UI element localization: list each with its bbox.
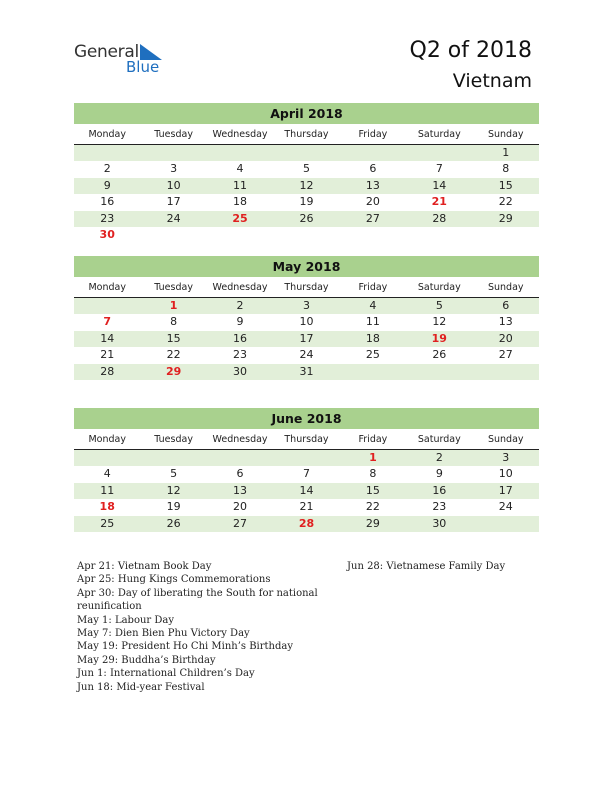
weekday-label: Sunday [487, 434, 524, 445]
day-cell: 6 [369, 162, 377, 176]
day-cell: 4 [236, 162, 244, 176]
day-cell: 22 [365, 500, 380, 514]
day-cell [406, 364, 472, 380]
holiday-day-cell: 28 [298, 516, 315, 530]
day-cell: 7 [435, 162, 443, 176]
day-cell [473, 364, 539, 380]
day-cell: 24 [498, 500, 513, 514]
day-cell: 19 [166, 500, 181, 514]
week-row [74, 161, 539, 177]
week-row [74, 331, 539, 347]
holiday-day-cell: 19 [431, 331, 447, 345]
holiday-day-cell: 30 [99, 227, 115, 241]
day-cell: 8 [502, 162, 510, 176]
day-cell: 2 [103, 162, 111, 176]
week-row [74, 499, 539, 515]
holiday-day-cell: 1 [369, 451, 377, 464]
holiday-day-cell: 7 [103, 315, 112, 329]
day-cell: 21 [299, 500, 314, 514]
holiday-day-cell: 18 [99, 500, 115, 514]
weekday-label: Saturday [417, 282, 461, 293]
weekday-label: Thursday [284, 282, 329, 293]
weekday-label: Monday [88, 282, 126, 293]
day-cell: 30 [432, 516, 447, 530]
page-title: Q2 of 2018 [409, 38, 532, 63]
holiday-day-cell: 29 [165, 364, 182, 378]
weekday-label: Friday [358, 282, 388, 293]
holiday-item: May 1: Labour Day [77, 614, 174, 626]
day-cell: 13 [233, 483, 248, 497]
day-cell [340, 145, 406, 161]
day-cell: 10 [498, 467, 513, 481]
holiday-item: Jun 28: Vietnamese Family Day [347, 561, 506, 572]
month-title: June 2018 [74, 408, 539, 429]
week-row [74, 194, 539, 210]
week-row [74, 227, 539, 243]
day-cell: 27 [233, 516, 248, 530]
weekday-label: Monday [88, 434, 126, 445]
day-cell: 12 [166, 483, 181, 497]
day-cell: 3 [502, 451, 510, 464]
country-name: Vietnam [452, 70, 532, 92]
day-cell: 26 [299, 211, 314, 225]
day-cell: 17 [299, 331, 314, 345]
day-cell: 25 [365, 348, 380, 362]
weekday-header-row [74, 126, 539, 145]
day-cell: 16 [100, 195, 115, 209]
day-cell: 15 [365, 483, 380, 497]
holiday-item: May 19: President Ho Chi Minh’s Birthday [77, 641, 294, 653]
day-cell: 25 [100, 516, 115, 530]
day-cell: 21 [100, 348, 115, 362]
week-row [74, 364, 539, 380]
day-cell: 2 [435, 451, 443, 464]
day-cell: 12 [432, 315, 447, 329]
day-cell: 13 [498, 315, 513, 329]
day-cell: 22 [498, 195, 513, 209]
holiday-item: Jun 1: International Children’s Day [77, 668, 255, 680]
day-cell: 27 [365, 211, 380, 225]
weekday-label: Wednesday [212, 129, 268, 140]
day-cell: 6 [236, 467, 244, 481]
weekday-label: Wednesday [212, 282, 268, 293]
day-cell: 10 [166, 178, 181, 192]
day-cell [207, 227, 273, 243]
month-block [74, 256, 539, 380]
day-cell: 3 [302, 299, 310, 312]
day-cell: 10 [299, 315, 314, 329]
day-cell: 17 [498, 483, 513, 497]
day-cell: 16 [432, 483, 447, 497]
day-cell: 9 [236, 315, 244, 329]
logo-blue-text: Blue [126, 58, 160, 76]
holiday-item: Apr 30: Day of liberating the South for national reunification [77, 587, 318, 613]
day-cell: 4 [369, 299, 377, 312]
weekday-label: Friday [358, 129, 388, 140]
holiday-item: Apr 21: Vietnam Book Day [77, 561, 212, 572]
month-title: April 2018 [74, 103, 539, 124]
day-cell [340, 227, 406, 243]
day-cell: 3 [170, 162, 178, 176]
day-cell: 6 [502, 299, 510, 312]
day-cell: 31 [299, 364, 314, 378]
day-cell: 27 [498, 348, 513, 362]
day-cell [74, 450, 140, 466]
week-row [74, 145, 539, 161]
weekday-label: Tuesday [154, 282, 193, 293]
day-cell: 24 [166, 211, 181, 225]
weekday-label: Tuesday [154, 129, 193, 140]
day-cell: 4 [103, 467, 111, 481]
day-cell: 20 [365, 195, 380, 209]
day-cell: 18 [233, 195, 248, 209]
holiday-list-right [347, 560, 547, 573]
day-cell: 20 [233, 500, 248, 514]
week-row [74, 347, 539, 363]
day-cell [140, 227, 206, 243]
day-cell [273, 145, 339, 161]
holiday-item: May 7: Dien Bien Phu Victory Day [77, 628, 250, 640]
week-row [74, 450, 539, 466]
week-row [74, 178, 539, 194]
day-cell: 1 [502, 146, 510, 159]
day-cell [473, 227, 539, 243]
holiday-item: Apr 25: Hung Kings Commemorations [77, 574, 271, 586]
day-cell: 23 [432, 500, 447, 514]
day-cell: 7 [302, 467, 310, 481]
day-cell: 14 [432, 178, 447, 192]
day-cell [473, 516, 539, 532]
day-cell: 28 [432, 211, 447, 225]
day-cell: 17 [166, 195, 181, 209]
week-row [74, 314, 539, 330]
month-block [74, 103, 539, 243]
weekday-header-row [74, 279, 539, 298]
day-cell [74, 145, 140, 161]
day-cell: 22 [166, 348, 181, 362]
weekday-label: Sunday [487, 129, 524, 140]
holiday-item: May 29: Buddha’s Birthday [77, 654, 216, 666]
week-row [74, 211, 539, 227]
day-cell: 2 [236, 299, 244, 312]
day-cell: 11 [100, 483, 115, 497]
day-cell [273, 227, 339, 243]
day-cell: 30 [233, 364, 248, 378]
day-cell [273, 450, 339, 466]
day-cell [207, 450, 273, 466]
holiday-day-cell: 25 [232, 211, 248, 225]
holiday-day-cell: 21 [431, 195, 447, 209]
holiday-item: Jun 18: Mid-year Festival [77, 681, 205, 693]
weekday-label: Tuesday [154, 434, 193, 445]
weekday-label: Saturday [417, 434, 461, 445]
weekday-label: Thursday [284, 434, 329, 445]
weekday-label: Friday [358, 434, 388, 445]
weekday-label: Sunday [487, 282, 524, 293]
weekday-label: Monday [88, 129, 126, 140]
week-row [74, 516, 539, 532]
day-cell: 5 [435, 299, 443, 312]
day-cell: 11 [233, 178, 248, 192]
day-cell: 5 [170, 467, 178, 481]
day-cell: 23 [233, 348, 248, 362]
day-cell: 5 [302, 162, 310, 176]
day-cell: 24 [299, 348, 314, 362]
month-title: May 2018 [74, 256, 539, 277]
day-cell: 16 [233, 331, 248, 345]
day-cell: 9 [435, 467, 443, 481]
day-cell [140, 145, 206, 161]
holiday-list-left [77, 560, 327, 694]
day-cell: 14 [100, 331, 115, 345]
day-cell: 8 [369, 467, 377, 481]
day-cell [406, 145, 472, 161]
day-cell: 23 [100, 211, 115, 225]
day-cell [406, 227, 472, 243]
day-cell: 9 [103, 178, 111, 192]
day-cell: 12 [299, 178, 314, 192]
logo [74, 42, 174, 78]
day-cell: 26 [166, 516, 181, 530]
day-cell: 8 [170, 315, 178, 329]
weekday-header-row [74, 431, 539, 450]
day-cell: 26 [432, 348, 447, 362]
day-cell [74, 298, 140, 314]
day-cell: 13 [365, 178, 380, 192]
day-cell: 28 [100, 364, 115, 378]
weekday-label: Saturday [417, 129, 461, 140]
week-row [74, 466, 539, 482]
week-row [74, 298, 539, 314]
weekday-label: Wednesday [212, 434, 268, 445]
day-cell: 29 [365, 516, 380, 530]
week-row [74, 483, 539, 499]
weekday-label: Thursday [284, 129, 329, 140]
day-cell [207, 145, 273, 161]
day-cell: 15 [166, 331, 181, 345]
day-cell: 18 [365, 331, 380, 345]
day-cell: 19 [299, 195, 314, 209]
logo-general-text: General [74, 42, 139, 62]
day-cell: 29 [498, 211, 513, 225]
month-block [74, 408, 539, 532]
day-cell: 15 [498, 178, 513, 192]
day-cell: 20 [498, 331, 513, 345]
day-cell: 11 [365, 315, 380, 329]
day-cell: 14 [299, 483, 314, 497]
day-cell [140, 450, 206, 466]
day-cell [340, 364, 406, 380]
holiday-day-cell: 1 [169, 299, 178, 312]
